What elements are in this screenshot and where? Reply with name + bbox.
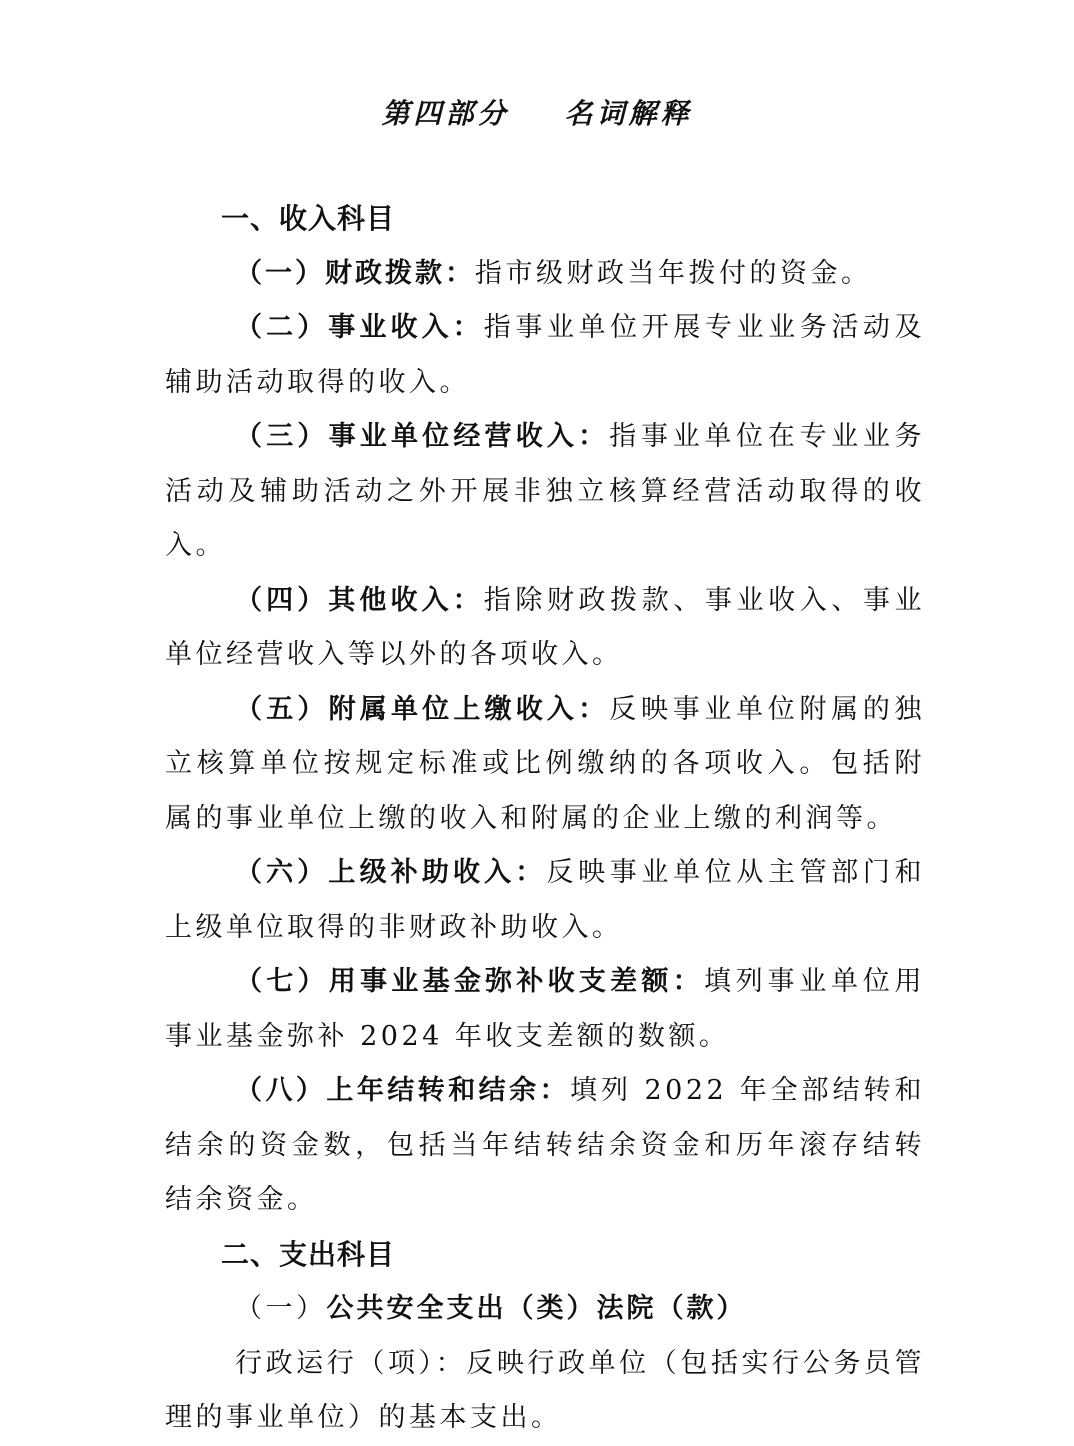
expenditure-subheading xyxy=(165,1282,925,1337)
subheading-title: 公共安全支出（类）法院（款） xyxy=(326,1293,747,1324)
income-item-5 xyxy=(165,683,925,847)
section-heading-expenditure: 二、支出科目 xyxy=(221,1237,396,1271)
term-definition: 反映事业单位附属的独立核算单位按规定标准或比例缴纳的各项收入。包括附属的事业单位上缴的收入和附属的企业上缴的利润等。 xyxy=(165,693,926,834)
income-item-1 xyxy=(165,247,925,302)
term-label: （四）其他收入： xyxy=(235,584,484,616)
section-heading-income: 一、收入科目 xyxy=(221,202,396,235)
income-item-2 xyxy=(165,301,925,410)
expenditure-item-1 xyxy=(165,1337,925,1446)
income-item-3 xyxy=(165,410,925,574)
term-label: （五）附属单位上缴收入： xyxy=(235,693,610,725)
term-label: （二）事业收入： xyxy=(235,312,484,343)
income-item-8 xyxy=(165,1064,925,1228)
term-label: （六）上级补助收入： xyxy=(235,857,547,888)
income-item-4 xyxy=(165,574,925,683)
income-item-6 xyxy=(165,846,925,955)
term-label: （七）用事业基金弥补收支差额： xyxy=(235,966,704,997)
term-definition: 指市级财政当年拨付的资金。 xyxy=(475,257,872,289)
term-definition: 填列事业单位用事业基金弥补 2024 年收支差额的数额。 xyxy=(165,966,926,1052)
term-definition: 指事业单位开展专业业务活动及辅助活动取得的收入。 xyxy=(165,312,926,398)
income-item-7 xyxy=(165,955,925,1064)
subheading-prefix: （一） xyxy=(235,1293,327,1324)
page-title: 第四部分 名词解释 xyxy=(381,97,693,130)
term-label: （三）事业单位经营收入： xyxy=(235,421,610,452)
term-label: （一）财政拨款： xyxy=(235,257,475,289)
term-definition: 反映事业单位从主管部门和上级单位取得的非财政补助收入。 xyxy=(165,857,926,943)
document-body xyxy=(165,192,925,1446)
term-definition: 行政运行（项）：反映行政单位（包括实行公务员管理的事业单位）的基本支出。 xyxy=(165,1347,925,1433)
term-definition: 指除财政拨款、事业收入、事业单位经营收入等以外的各项收入。 xyxy=(165,584,926,670)
term-definition: 指事业单位在专业业务活动及辅助活动之外开展非独立核算经营活动取得的收入。 xyxy=(165,421,926,561)
term-label: （八）上年结转和结余： xyxy=(235,1075,571,1106)
term-definition: 填列 2022 年全部结转和结余的资金数，包括当年结转结余资金和历年滚存结转结余资金。 xyxy=(165,1075,925,1215)
